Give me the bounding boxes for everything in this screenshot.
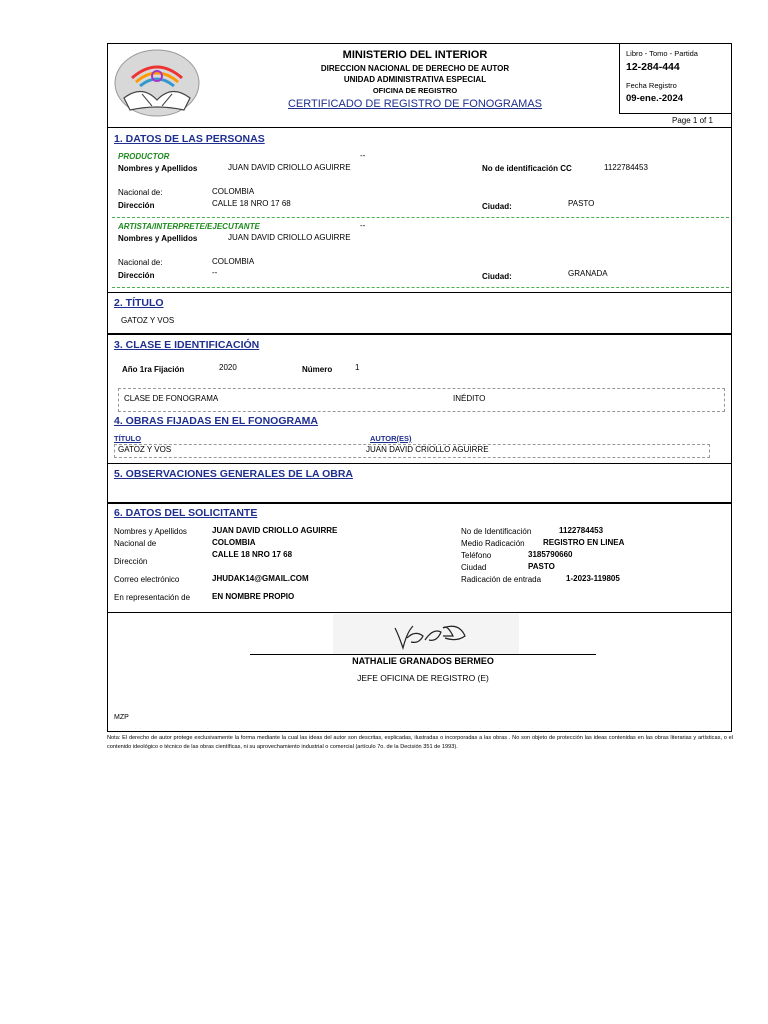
sol-nat-label: Nacional de [114,539,157,548]
ministry-logo [112,48,202,118]
productor-heading: PRODUCTOR [118,152,170,161]
sol-tel-label: Teléfono [461,551,492,560]
productor-name: JUAN DAVID CRIOLLO AGUIRRE [228,163,351,172]
artista-city-label: Ciudad: [482,272,512,281]
section2-title: 2. TÍTULO [114,297,164,309]
productor-id-label: No de identificación CC [482,164,572,173]
section6-title: 6. DATOS DEL SOLICITANTE [114,507,258,519]
divider [107,612,732,613]
sol-id: 1122784453 [559,526,604,535]
productor-city: PASTO [568,199,595,208]
artista-heading: ARTISTA/INTERPRETE/EJECUTANTE [118,222,260,231]
productor-id: 1122784453 [604,163,648,172]
dashed-separator [112,287,729,288]
artista-dir: -- [212,268,218,277]
sol-nat: COLOMBIA [212,538,256,547]
artista-city: GRANADA [568,269,608,278]
section1-title: 1. DATOS DE LAS PERSONAS [114,133,265,145]
artista-name: JUAN DAVID CRIOLLO AGUIRRE [228,233,351,242]
footer-note: Nota: El derecho de autor protege exclusivamente la forma mediante la cual las ideas del autor son descritas, explicadas, ilustradas o incorporadas a las obras . No son objeto de protección las ideas contenidas en las obras literarias y artísticas, o el contenido ideológico o técnico de las obras científicas, ni su aprovechamiento industrial o comercial (artículo 7o. de la Decisión 351 de 1993). [107,735,733,750]
artista-nat-label: Nacional de: [118,258,163,267]
sol-rep-label: En representación de [114,593,191,602]
page-number: Page 1 of 1 [672,116,713,125]
sol-dir-label: Dirección [114,557,148,566]
year-value: 2020 [219,363,237,372]
section3-title: 3. CLASE E IDENTIFICACIÓN [114,339,260,351]
obra-titulo: GATOZ Y VOS [118,445,172,454]
col-titulo: TÍTULO [114,434,142,443]
ministry-name: MINISTERIO DEL INTERIOR [342,49,488,61]
sol-name-label: Nombres y Apellidos [114,527,187,536]
signature-image [333,614,519,654]
fecha-value: 09-ene.-2024 [626,93,684,104]
sol-city: PASTO [528,562,555,571]
titulo-value: GATOZ Y VOS [121,316,175,325]
sol-medio-label: Medio Radicación [461,539,525,548]
unit-name: UNIDAD ADMINISTRATIVA ESPECIAL [343,75,487,84]
divider [107,333,732,335]
sol-city-label: Ciudad [461,563,487,572]
sol-tel: 3185790660 [528,550,573,559]
signer-role: JEFE OFICINA DE REGISTRO (E) [357,673,489,683]
divider [107,502,732,504]
libro-label: Libro - Tomo - Partida [626,49,698,58]
signature-line [250,654,596,655]
clase-label: CLASE DE FONOGRAMA [124,394,219,403]
productor-dash: -- [360,151,366,160]
fecha-label: Fecha Registro [626,81,677,90]
col-autor: AUTOR(ES) [370,434,412,443]
productor-city-label: Ciudad: [482,202,512,211]
sol-dir: CALLE 18 NRO 17 68 [212,550,293,559]
direction-name: DIRECCION NACIONAL DE DERECHO DE AUTOR [320,64,510,73]
artista-name-label: Nombres y Apellidos [118,234,198,243]
section5-title: 5. OBSERVACIONES GENERALES DE LA OBRA [114,468,354,480]
sol-email: JHUDAK14@GMAIL.COM [212,574,309,583]
divider [107,292,732,293]
obra-autor: JUAN DAVID CRIOLLO AGUIRRE [366,445,489,454]
sol-rad: 1-2023-119805 [566,574,620,583]
sol-rad-label: Radicación de entrada [461,575,542,584]
clase-value: INÉDITO [453,394,486,403]
year-label: Año 1ra Fijación [122,365,185,374]
signer-name: NATHALIE GRANADOS BERMEO [352,656,494,666]
divider [107,463,732,464]
dashed-separator [112,217,729,218]
certificate-title: CERTIFICADO DE REGISTRO DE FONOGRAMAS [287,98,543,110]
sol-email-label: Correo electrónico [114,575,180,584]
artista-nat: COLOMBIA [212,257,255,266]
productor-dir: CALLE 18 NRO 17 68 [212,199,291,208]
sol-medio: REGISTRO EN LINEA [543,538,625,547]
initials: MZP [114,714,129,721]
sol-rep: EN NOMBRE PROPIO [212,592,295,601]
sol-name: JUAN DAVID CRIOLLO AGUIRRE [212,526,338,535]
divider [107,127,732,128]
sol-id-label: No de Identificación [461,527,532,536]
productor-name-label: Nombres y Apellidos [118,164,198,173]
artista-dir-label: Dirección [118,271,155,280]
artista-dash: -- [360,221,366,230]
numero-label: Número [302,365,333,374]
productor-dir-label: Dirección [118,201,155,210]
libro-value: 12-284-444 [626,61,680,73]
productor-nat: COLOMBIA [212,187,255,196]
productor-nat-label: Nacional de: [118,188,163,197]
numero-value: 1 [355,363,360,372]
office-name: OFICINA DE REGISTRO [372,86,458,95]
section4-title: 4. OBRAS FIJADAS EN EL FONOGRAMA [114,415,318,427]
